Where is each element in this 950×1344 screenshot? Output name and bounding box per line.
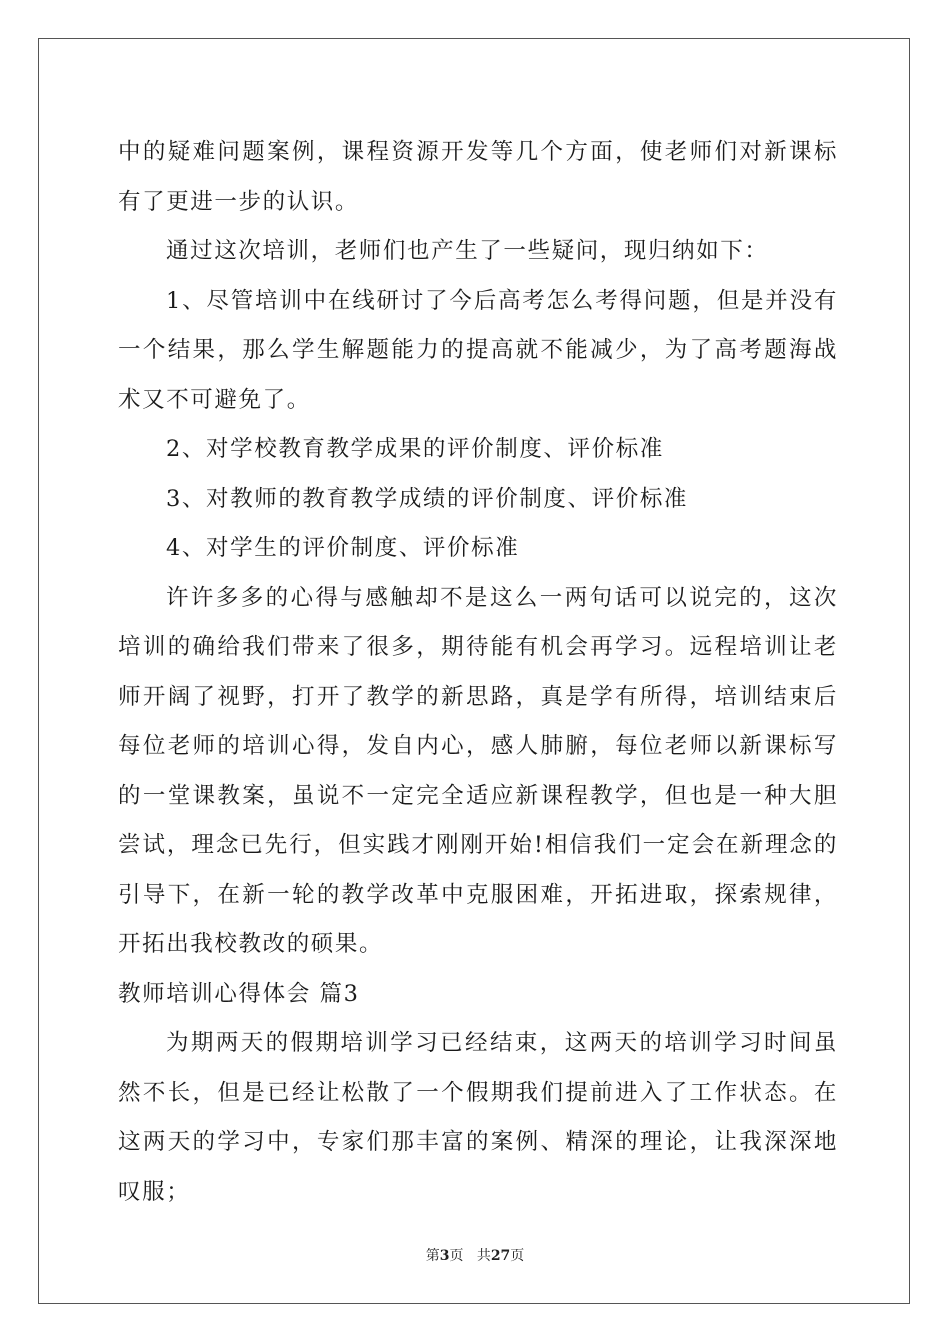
footer-total-unit: 页: [510, 1248, 525, 1264]
footer-current-page: 3: [439, 1248, 450, 1264]
paragraph-6: 4、对学生的评价制度、评价标准: [166, 535, 520, 561]
footer-page-unit: 页: [449, 1248, 464, 1264]
document-body: [118, 128, 838, 1217]
paragraph-4: 2、对学校教育教学成果的评价制度、评价标准: [166, 436, 664, 462]
paragraph-7: 许许多多的心得与感触却不是这么一两句话可以说完的，这次培训的确给我们带来了很多，期待能有机会再学习。远程培训让老师开阔了视野，打开了教学的新思路，真是学有所得，培训结束后每位老师的培训心得，发自内心，感人肺腑，每位老师以新课标写的一堂课教案，虽说不一定完全适应新课程教学，但也是一种大胆尝试，理念已先行，但实践才刚刚开始!相信我们一定会在新理念的引导下，在新一轮的教学改革中克服困难，开拓进取，探索规律，开拓出我校教改的硕果。: [118, 584, 838, 957]
paragraph-1: 中的疑难问题案例，课程资源开发等几个方面，使老师们对新课标有了更进一步的认识。: [118, 139, 838, 215]
section-paragraph-1: 为期两天的假期培训学习已经结束，这两天的培训学习时间虽然不长，但是已经让松散了一个假期我们提前进入了工作状态。在这两天的学习中，专家们那丰富的案例、精深的理论，让我深深地叹服；: [118, 1030, 838, 1205]
paragraph-5: 3、对教师的教育教学成绩的评价制度、评价标准: [166, 485, 689, 512]
footer-prefix: 第: [425, 1248, 440, 1264]
paragraph-2: 通过这次培训，老师们也产生了一些疑问，现归纳如下：: [166, 238, 769, 264]
footer-total-pages: 27: [490, 1248, 511, 1264]
page-footer: [0, 1246, 950, 1266]
paragraph-3: 1、尽管培训中在线研讨了今后高考怎么考得问题，但是并没有一个结果，那么学生解题能力的提高就不能减少，为了高考题海战术又不可避免了。: [118, 287, 838, 413]
section-heading: 教师培训心得体会 篇3: [118, 980, 360, 1007]
footer-total-prefix: 共: [476, 1248, 491, 1264]
